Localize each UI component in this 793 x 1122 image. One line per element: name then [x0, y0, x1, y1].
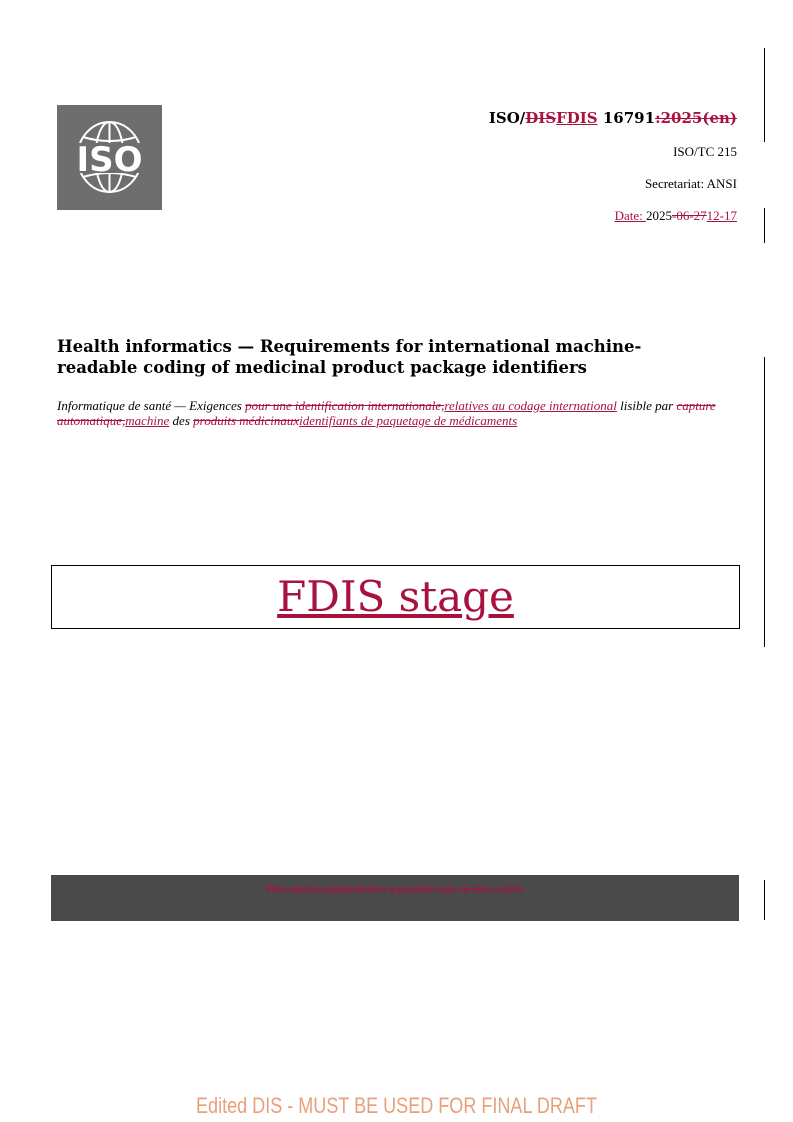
deleted-text: capture automatique,	[57, 398, 716, 428]
date-year: 2025	[645, 208, 672, 223]
title-french	[57, 398, 737, 428]
change-bar	[764, 48, 765, 142]
change-bar	[764, 208, 765, 243]
document-header	[357, 108, 737, 224]
stage-label: FDIS stage	[277, 572, 514, 621]
doc-number-value: 16791	[597, 109, 656, 127]
document-number	[357, 108, 737, 128]
date-inserted: 12-17	[706, 208, 737, 223]
deleted-suffix: :2025(en)	[655, 109, 737, 127]
inserted-text: identifiants de paquetage de médicaments	[299, 413, 518, 428]
change-bar	[764, 880, 765, 920]
draft-watermark: Edited DIS - MUST BE USED FOR FINAL DRAFT	[196, 1093, 597, 1118]
date-label: Date:	[614, 208, 646, 223]
deleted-stage: DIS	[525, 109, 557, 127]
logo-text: ISO	[76, 140, 143, 180]
vote-notice-text: This draft is submitted to a parallel vote in ISO, CEN.	[265, 882, 525, 896]
title-french-text: Informatique de santé — Exigences	[57, 398, 246, 413]
change-bar	[764, 357, 765, 647]
document-date	[357, 208, 737, 224]
date-deleted: -06-27	[671, 208, 707, 223]
inserted-text: relatives au codage international	[444, 398, 617, 413]
globe-icon	[57, 105, 162, 210]
deleted-text: produits médicinaux	[193, 413, 300, 428]
inserted-stage: FDIS	[556, 109, 598, 127]
secretariat: Secretariat: ANSI	[644, 176, 737, 191]
doc-prefix: ISO/	[488, 109, 526, 127]
deleted-text: pour une identification internationale,	[245, 398, 445, 413]
title-french-text: des	[169, 413, 194, 428]
iso-logo	[57, 105, 162, 210]
title-english: Health informatics — Requirements for international machine-readable coding of medicinal product package identifiers	[57, 337, 642, 377]
vote-notice-bar	[51, 875, 739, 921]
title-french-text: lisible par	[616, 398, 677, 413]
inserted-text: machine	[125, 413, 170, 428]
committee: ISO/TC 215	[673, 144, 737, 159]
stage-box	[51, 565, 740, 629]
